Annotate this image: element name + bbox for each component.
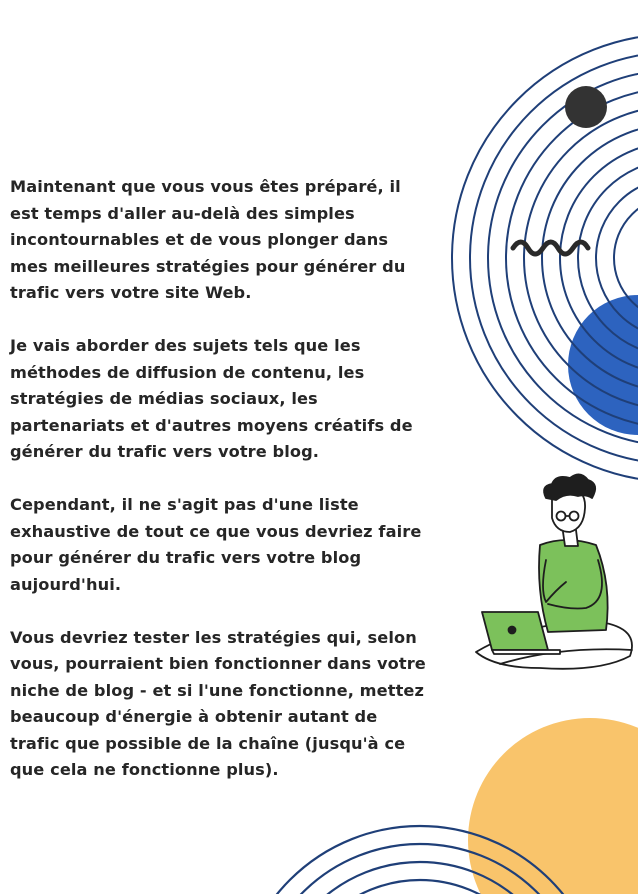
person-sitting-with-laptop-illustration xyxy=(476,474,632,668)
document-body xyxy=(10,174,472,810)
paragraph-1: Maintenant que vous vous êtes préparé, il est temps d'aller au-delà des simples incontournables et de vous plonger dans mes meilleures stratégies pour générer du trafic vers votre site Web. xyxy=(10,177,406,302)
orange-circle xyxy=(468,718,638,894)
blue-circle xyxy=(568,295,638,435)
dark-dot xyxy=(565,86,607,128)
paragraph-4: Vous devriez tester les stratégies qui, selon vous, pourraient bien fonctionner dans votre niche de blog - et si l'une fonctionne, mettez beaucoup d'énergie à obtenir autant de trafic que possible de la chaîne (jusqu'à ce que cela ne fonctionne plus). xyxy=(10,627,426,779)
paragraph-3: Cependant, il ne s'agit pas d'une liste exhaustive de tout ce que vous devriez faire pour générer du trafic vers votre blog aujourd'hui. xyxy=(10,495,422,594)
concentric-rings xyxy=(452,34,638,482)
paragraph-2: Je vais aborder des sujets tels que les méthodes de diffusion de contenu, les stratégies de médias sociaux, les partenariats et d'autres moyens créatifs de générer du trafic vers votre blog. xyxy=(10,336,413,461)
